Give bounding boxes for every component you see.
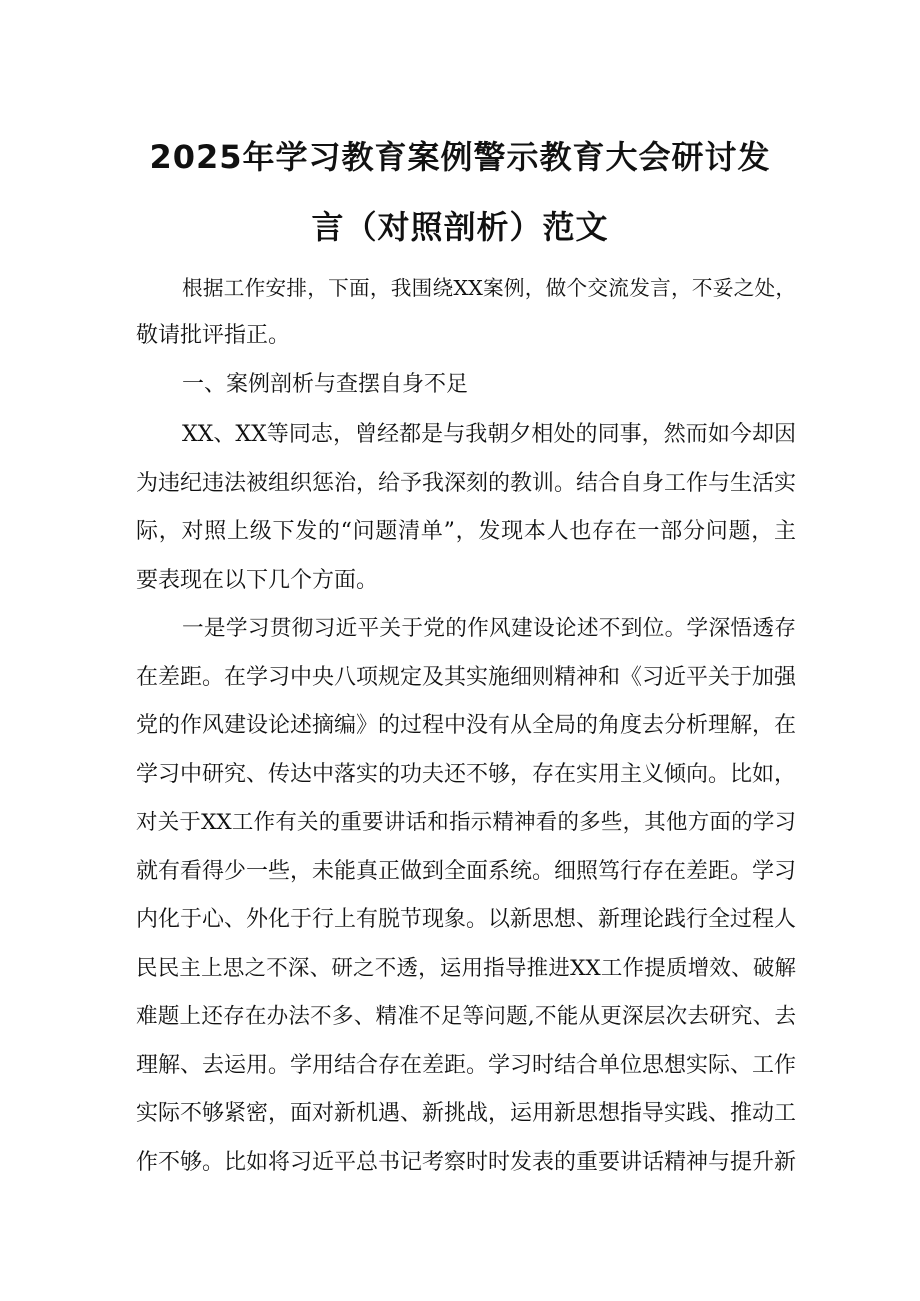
paragraph-line: 要表现在以下几个方面。 bbox=[136, 568, 379, 593]
paragraph-line: 实际不够紧密，面对新机遇、新挑战，运用新思想指导实践、推动工 bbox=[136, 1101, 797, 1126]
paragraph-line: 理解、去运用。学用结合存在差距。学习时结合单位思想实际、工作 bbox=[136, 1053, 797, 1078]
document-title-line-2: 言（对照剖析）范文 bbox=[311, 208, 609, 246]
paragraph-line: 就有看得少一些，未能真正做到全面系统。细照笃行存在差距。学习 bbox=[136, 859, 797, 884]
paragraph-line: 对关于XX工作有关的重要讲话和指示精神看的多些，其他方面的学习 bbox=[136, 810, 796, 835]
paragraph-line: 内化于心、外化于行上有脱节现象。以新思想、新理论践行全过程人 bbox=[136, 907, 797, 932]
paragraph-line: 为违纪违法被组织惩治，给予我深刻的教训。结合自身工作与生活实 bbox=[136, 471, 797, 496]
paragraph-line: 际，对照上级下发的“问题清单”，发现本人也存在一部分问题，主 bbox=[136, 519, 796, 544]
intro-line: 敬请批评指正。 bbox=[136, 323, 291, 348]
paragraph-line: 在差距。在学习中央八项规定及其实施细则精神和《习近平关于加强 bbox=[136, 665, 797, 690]
intro-line: 根据工作安排，下面，我围绕XX案例，做个交流发言，不妥之处， bbox=[182, 276, 796, 300]
paragraph-line: 一是学习贯彻习近平关于党的作风建设论述不到位。学深悟透存 bbox=[182, 616, 796, 641]
paragraph-line: XX、XX等同志，曾经都是与我朝夕相处的同事，然而如今却因 bbox=[182, 422, 796, 447]
paragraph-line: 民民主上思之不深、研之不透，运用指导推进XX工作提质增效、破解 bbox=[136, 956, 796, 981]
paragraph-line: 作不够。比如将习近平总书记考察时时发表的重要讲话精神与提升新 bbox=[136, 1150, 797, 1175]
paragraph-line: 难题上还存在办法不多、精准不足等问题,不能从更深层次去研究、去 bbox=[136, 1004, 796, 1029]
document-title-line-1: 2025年学习教育案例警示教育大会研讨发 bbox=[149, 138, 771, 176]
section-heading: 一、案例剖析与查摆自身不足 bbox=[182, 372, 469, 397]
paragraph-line: 党的作风建设论述摘编》的过程中没有从全局的角度去分析理解，在 bbox=[136, 713, 797, 738]
paragraph-line: 学习中研究、传达中落实的功夫还不够，存在实用主义倾向。比如， bbox=[136, 762, 797, 787]
